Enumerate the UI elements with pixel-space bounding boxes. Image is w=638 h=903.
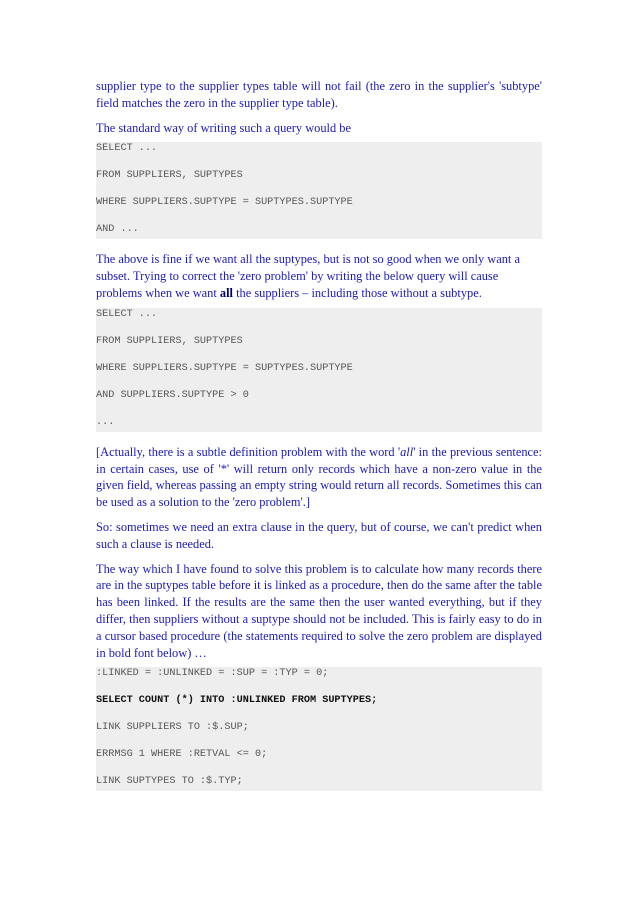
code-block-zero-query <box>96 308 542 432</box>
code-line: AND ... <box>96 224 139 236</box>
code-line: FROM SUPPLIERS, SUPTYPES <box>96 170 243 182</box>
code-line: ERRMSG 1 WHERE :RETVAL <= 0; <box>96 749 268 761</box>
code-line: LINK SUPPLIERS TO :$.SUP; <box>96 722 249 734</box>
paragraph-extra-clause: So: sometimes we need an extra clause in the query, but of course, we can't predict when such a clause is needed. <box>96 519 542 551</box>
paragraph-zero-problem-text-a: The above is fine if we want all the suptypes, but is not so good when we only want a subset. Trying to correct the 'zero problem' by writing the below query will cause problems when we want <box>96 252 520 300</box>
paragraph-zero-problem-text-b: the suppliers – including those without a subtype. <box>232 285 482 300</box>
code-line: SELECT ... <box>96 308 158 320</box>
code-line: FROM SUPPLIERS, SUPTYPES <box>96 335 243 347</box>
paragraph-zero-problem <box>96 251 542 301</box>
bold-all: all <box>219 285 233 300</box>
paragraph-definition-note <box>96 444 542 511</box>
paragraph-solution: The way which I have found to solve this problem is to calculate how many records there are in the suptypes table before it is linked as a procedure, then do the same after the table has been linked. If the results are the same then the user wanted everything, but if they differ, then suppliers without a suptype should not be included. This is fairly easy to do in a cursor based procedure (the statements required to solve the zero problem are displayed in bold font below) … <box>96 561 542 660</box>
italic-all: all <box>400 444 414 459</box>
code-block-standard-query <box>96 142 542 239</box>
code-line: :LINKED = :UNLINKED = :SUP = :TYP = 0; <box>96 668 329 680</box>
document-page <box>96 78 542 791</box>
paragraph-supplier-type: supplier type to the supplier types table will not fail (the zero in the supplier's 'subtype' field matches the zero in the supplier type table). <box>96 79 542 110</box>
paragraph-definition-note-text-b: ' in the previous sentence: in certain cases, use of '*' will return only records which have a non-zero value in the given field, whereas passing an empty string would return all records. Sometimes this can be used as a solution to the 'zero problem'.] <box>96 444 542 510</box>
code-line: ... <box>96 416 115 428</box>
paragraph-definition-note-text-a: [Actually, there is a subtle definition problem with the word ' <box>96 444 401 459</box>
code-line: AND SUPPLIERS.SUPTYPE > 0 <box>96 389 249 401</box>
code-line: WHERE SUPPLIERS.SUPTYPE = SUPTYPES.SUPTYPE <box>96 362 353 374</box>
code-line: SELECT ... <box>96 143 158 155</box>
code-line: WHERE SUPPLIERS.SUPTYPE = SUPTYPES.SUPTYPE <box>96 197 353 209</box>
code-line-bold: SELECT COUNT (*) INTO :UNLINKED FROM SUPTYPES; <box>96 695 378 707</box>
code-line: LINK SUPTYPES TO :$.TYP; <box>96 776 243 788</box>
code-block-cursor-procedure <box>96 667 542 791</box>
paragraph-standard-query-intro: The standard way of writing such a query would be <box>96 120 351 135</box>
